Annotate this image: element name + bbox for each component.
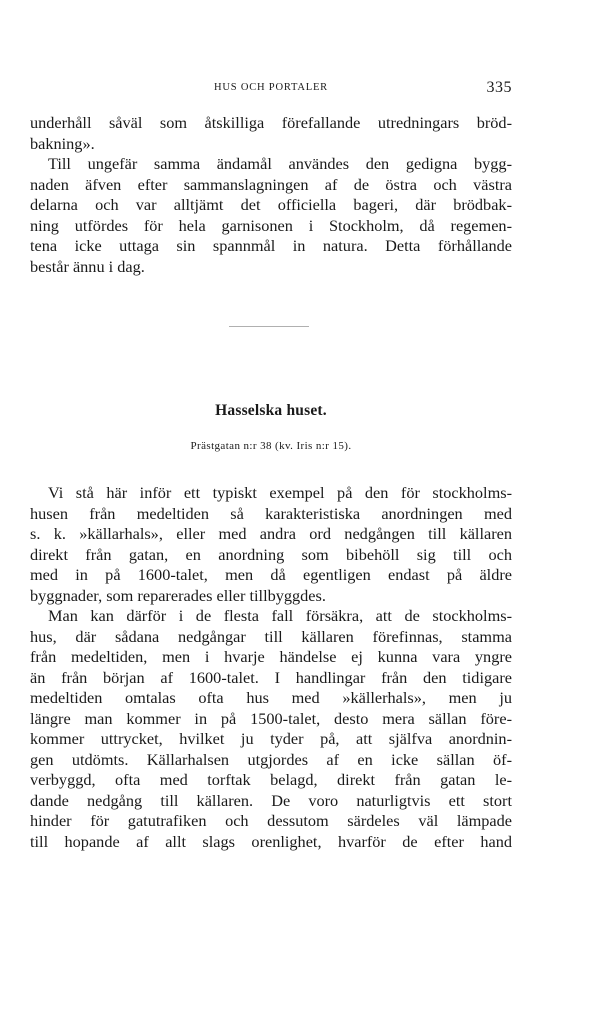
text-line: medeltiden omtalas ofta hus med »källerhals», men ju xyxy=(30,688,512,707)
running-title: HUS OCH PORTALER xyxy=(213,82,328,93)
text-line: verbyggd, ofta med torftak belagd, direkt från gatan le- xyxy=(30,770,512,789)
text-line: naden äfven efter sammanslagningen af de östra och västra xyxy=(30,174,512,194)
text-line: underhåll såväl som åtskilliga förefallande utredningars bröd- xyxy=(30,113,512,132)
text-line: s. k. »källarhals», eller med andra ord nedgången till källaren xyxy=(30,524,512,543)
text-line: Man kan därför i de flesta fall försäkra, att de stockholms- xyxy=(48,606,512,625)
paragraph-3 xyxy=(30,606,512,852)
text-line: hus, där sådana nedgångar till källaren förefinnas, stamma xyxy=(30,626,512,646)
text-line: längre man kommer in på 1500-talet, desto mera sällan före- xyxy=(30,708,512,728)
text-line: ning utfördes för hela garnisonen i Stockholm, då regemen- xyxy=(30,215,512,235)
text-line: från medeltiden, men i hvarje händelse ej kunna vara yngre xyxy=(30,647,512,666)
paragraph-1 xyxy=(30,154,512,277)
text-line: direkt från gatan, en anordning som bibehöll sig till och xyxy=(30,544,512,564)
section-divider xyxy=(229,326,309,327)
running-head xyxy=(30,80,512,100)
intro-paragraph xyxy=(30,113,512,154)
text-line: dande nedgång till källaren. De voro naturligtvis ett stort xyxy=(30,790,512,810)
text-line: hinder för gatutrafiken och dessutom särdeles väl lämpade xyxy=(30,811,512,830)
text-line: gen utdömts. Källarhalsen utgjordes af en icke sällan öf- xyxy=(30,749,512,769)
text-line: bakning». xyxy=(30,133,95,153)
page-number: 335 xyxy=(486,79,512,96)
section-subheading: Prästgatan n:r 38 (kv. Iris n:r 15). xyxy=(190,440,352,452)
text-line: till hopande af allt slags orenlighet, hvarför de efter hand xyxy=(30,831,512,851)
text-line: består ännu i dag. xyxy=(30,256,145,276)
text-line: Vi stå här inför ett typiskt exempel på den för stockholms- xyxy=(48,483,512,502)
text-line: kommer uttrycket, hvilket ju tyder på, att själfva anordnin- xyxy=(30,729,512,748)
text-line: än från början af 1600-talet. I handlingar från den tidigare xyxy=(30,667,512,687)
text-line: delarna och var alltjämt det officiella bageri, där brödbak- xyxy=(30,195,512,214)
paragraph-2 xyxy=(30,483,512,606)
text-line: med in på 1600-talet, men då egentligen endast på äldre xyxy=(30,565,512,584)
text-line: Till ungefär samma ändamål användes den gedigna bygg- xyxy=(48,154,512,173)
text-line: byggnader, som reparerades eller tillbyggdes. xyxy=(30,585,326,605)
text-line: husen från medeltiden så karakteristiska anordningen med xyxy=(30,503,512,523)
text-line: tena icke uttaga sin spannmål in natura. Detta förhållande xyxy=(30,236,512,255)
section-heading: Hasselska huset. xyxy=(215,402,327,419)
